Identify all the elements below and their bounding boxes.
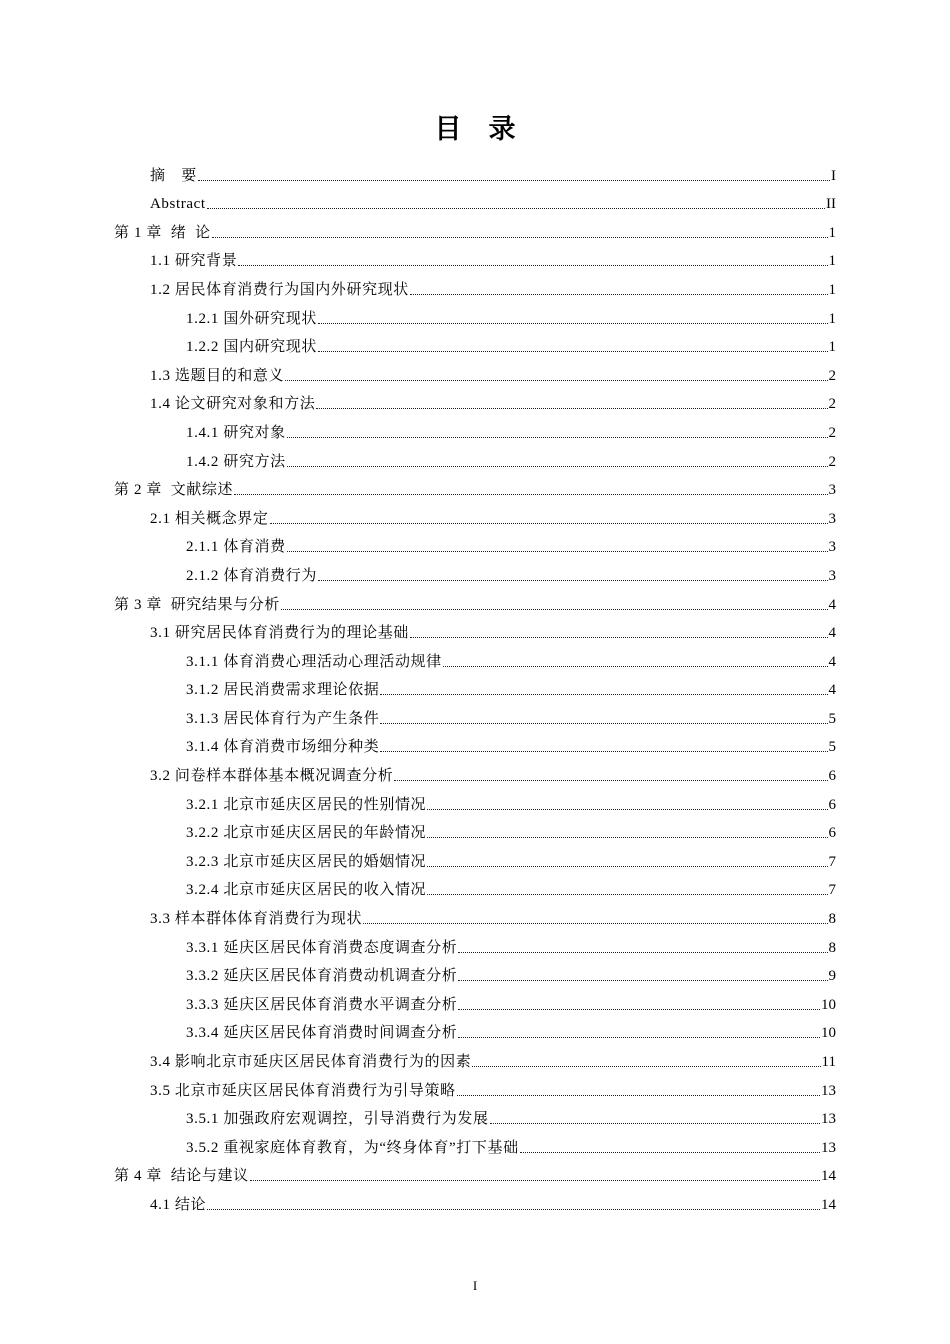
toc-entry[interactable] <box>186 675 836 704</box>
toc-entry[interactable] <box>186 1132 836 1161</box>
toc-dot-leader <box>318 580 828 581</box>
toc-entry-label: 3.4 影响北京市延庆区居民体育消费行为的因素 <box>150 1054 472 1070</box>
toc-entry[interactable] <box>150 1046 836 1075</box>
toc-entry-page-number: 2 <box>828 367 836 384</box>
toc-entry-page-number: 8 <box>828 911 836 928</box>
toc-dot-leader <box>287 437 828 438</box>
toc-entry-label: 第 4 章 结论与建议 <box>114 1168 249 1185</box>
toc-dot-leader <box>285 380 827 381</box>
toc-entry-label: 3.1.4 体育消费市场细分种类 <box>186 739 380 756</box>
toc-dot-leader <box>270 523 828 524</box>
toc-entry-page-number: 11 <box>821 1054 836 1070</box>
toc-entry[interactable] <box>114 1161 836 1190</box>
toc-dot-leader <box>458 952 827 953</box>
toc-entry-label: 第 2 章 文献综述 <box>114 482 234 499</box>
toc-entry[interactable] <box>186 560 836 589</box>
toc-entry-label: 4.1 结论 <box>150 1196 207 1213</box>
toc-dot-leader <box>234 494 827 495</box>
toc-entry[interactable] <box>150 760 836 789</box>
toc-entry-label: 3.2 问卷样本群体基本概况调查分析 <box>150 768 394 785</box>
toc-entry[interactable] <box>150 389 836 418</box>
toc-entry[interactable] <box>186 789 836 818</box>
toc-entry-label: 3.2.1 北京市延庆区居民的性别情况 <box>186 796 427 813</box>
toc-entry-page-number: 10 <box>821 1025 836 1042</box>
toc-entry-page-number: 1 <box>828 310 836 327</box>
toc-entry[interactable] <box>186 932 836 961</box>
toc-entry[interactable] <box>114 475 836 504</box>
toc-entry-label: 1.2 居民体育消费行为国内外研究现状 <box>150 281 409 298</box>
toc-dot-leader <box>281 609 828 610</box>
toc-dot-leader <box>458 1037 820 1038</box>
toc-entry[interactable] <box>150 360 836 389</box>
toc-entry[interactable] <box>186 1018 836 1047</box>
toc-dot-leader <box>443 666 828 667</box>
toc-entry[interactable] <box>150 1075 836 1104</box>
toc-entry-page-number: 14 <box>821 1168 836 1185</box>
toc-entry-page-number: 5 <box>828 710 836 727</box>
toc-entry-label: 第 1 章 绪 论 <box>114 224 211 241</box>
toc-dot-leader <box>458 1009 820 1010</box>
toc-entry-label: 3.3.1 延庆区居民体育消费态度调查分析 <box>186 939 458 956</box>
table-of-contents <box>0 160 950 1218</box>
toc-entry-label: 1.2.1 国外研究现状 <box>186 310 317 327</box>
toc-entry-page-number: 4 <box>828 596 836 613</box>
toc-entry-label: 1.3 选题目的和意义 <box>150 367 285 384</box>
toc-entry-label: 3.2.4 北京市延庆区居民的收入情况 <box>186 882 427 899</box>
toc-entry-page-number: 5 <box>828 739 836 756</box>
toc-entry[interactable] <box>150 503 836 532</box>
toc-entry-label: 2.1.1 体育消费 <box>186 539 286 556</box>
toc-entry[interactable] <box>150 903 836 932</box>
toc-entry-page-number: 6 <box>828 825 836 842</box>
toc-entry-page-number: II <box>826 196 836 213</box>
toc-entry-page-number: 2 <box>828 396 836 413</box>
toc-dot-leader <box>427 809 827 810</box>
toc-entry-label: 摘 要 <box>150 167 197 184</box>
toc-entry[interactable] <box>186 846 836 875</box>
toc-entry[interactable] <box>150 189 836 218</box>
toc-entry-page-number: 13 <box>821 1139 836 1156</box>
toc-entry-page-number: 8 <box>828 939 836 956</box>
toc-entry-label: 2.1.2 体育消费行为 <box>186 567 317 584</box>
toc-entry-label: 3.1 研究居民体育消费行为的理论基础 <box>150 625 409 642</box>
toc-entry[interactable] <box>186 818 836 847</box>
toc-dot-leader <box>457 1095 820 1096</box>
toc-entry[interactable] <box>150 1189 836 1218</box>
page-title: 目 录 <box>434 114 516 145</box>
toc-entry-label: 1.4.2 研究方法 <box>186 453 286 470</box>
toc-entry[interactable] <box>186 989 836 1018</box>
toc-entry-label: 3.1.1 体育消费心理活动心理活动规律 <box>186 653 442 670</box>
toc-dot-leader <box>198 180 830 181</box>
toc-dot-leader <box>250 1180 820 1181</box>
toc-dot-leader <box>410 637 828 638</box>
toc-dot-leader <box>427 837 827 838</box>
toc-entry-page-number: 4 <box>828 682 836 699</box>
toc-entry-page-number: 4 <box>828 653 836 670</box>
toc-entry[interactable] <box>186 875 836 904</box>
toc-entry[interactable] <box>186 703 836 732</box>
toc-entry-page-number: 1 <box>828 281 836 298</box>
toc-dot-leader <box>287 551 828 552</box>
toc-entry[interactable] <box>186 303 836 332</box>
toc-dot-leader <box>427 894 827 895</box>
toc-entry[interactable] <box>150 618 836 647</box>
toc-entry-page-number: 3 <box>828 539 836 556</box>
toc-entry-page-number: 3 <box>828 482 836 499</box>
toc-entry[interactable] <box>186 1104 836 1133</box>
toc-dot-leader <box>394 780 827 781</box>
toc-entry[interactable] <box>114 589 836 618</box>
toc-entry-label: 1.4.1 研究对象 <box>186 424 286 441</box>
toc-entry[interactable] <box>186 532 836 561</box>
toc-entry-label: 3.5.2 重视家庭体育教育，为“终身体育”打下基础 <box>186 1139 519 1156</box>
toc-entry-page-number: 2 <box>828 424 836 441</box>
toc-entry-page-number: 10 <box>821 996 836 1013</box>
toc-dot-leader <box>207 208 825 209</box>
toc-dot-leader <box>427 866 827 867</box>
toc-entry-label: 3.3.4 延庆区居民体育消费时间调查分析 <box>186 1025 458 1042</box>
toc-entry-page-number: 7 <box>828 853 836 870</box>
toc-entry[interactable] <box>186 646 836 675</box>
toc-entry[interactable] <box>186 417 836 446</box>
toc-entry-label: 3.1.3 居民体育行为产生条件 <box>186 710 380 727</box>
toc-entry-label: 3.3 样本群体体育消费行为现状 <box>150 911 363 928</box>
toc-dot-leader <box>287 466 828 467</box>
toc-entry-label: 1.4 论文研究对象和方法 <box>150 396 316 413</box>
toc-dot-leader <box>212 237 828 238</box>
toc-dot-leader <box>380 694 827 695</box>
toc-entry-page-number: 13 <box>821 1082 836 1099</box>
toc-entry-page-number: 13 <box>821 1111 836 1128</box>
toc-dot-leader <box>380 723 827 724</box>
toc-entry-page-number: I <box>831 167 836 184</box>
toc-entry[interactable] <box>150 274 836 303</box>
toc-dot-leader <box>316 408 827 409</box>
toc-entry-label: Abstract <box>150 196 206 213</box>
toc-entry[interactable] <box>186 332 836 361</box>
toc-entry-label: 1.1 研究背景 <box>150 253 238 270</box>
toc-entry[interactable] <box>186 732 836 761</box>
toc-entry-page-number: 1 <box>828 339 836 356</box>
toc-dot-leader <box>207 1209 820 1210</box>
toc-dot-leader <box>318 323 828 324</box>
toc-entry-page-number: 3 <box>828 567 836 584</box>
toc-entry-label: 3.5.1 加强政府宏观调控，引导消费行为发展 <box>186 1111 489 1128</box>
toc-dot-leader <box>238 265 827 266</box>
toc-dot-leader <box>380 751 827 752</box>
toc-entry-page-number: 3 <box>828 510 836 527</box>
toc-entry-page-number: 9 <box>828 968 836 985</box>
toc-entry-page-number: 4 <box>828 625 836 642</box>
toc-entry-page-number: 1 <box>828 224 836 241</box>
page-number-footer: I <box>472 1278 478 1293</box>
toc-entry-page-number: 6 <box>828 796 836 813</box>
toc-dot-leader <box>458 980 827 981</box>
toc-dot-leader <box>318 351 828 352</box>
toc-entry-page-number: 7 <box>828 882 836 899</box>
toc-entry-page-number: 2 <box>828 453 836 470</box>
toc-dot-leader <box>490 1123 820 1124</box>
toc-entry-label: 3.5 北京市延庆区居民体育消费行为引导策略 <box>150 1082 456 1099</box>
toc-entry-page-number: 1 <box>828 253 836 270</box>
toc-entry[interactable] <box>114 217 836 246</box>
toc-entry[interactable] <box>150 246 836 275</box>
toc-entry-label: 3.2.3 北京市延庆区居民的婚姻情况 <box>186 853 427 870</box>
toc-dot-leader <box>472 1066 820 1067</box>
toc-entry-label: 第 3 章 研究结果与分析 <box>114 596 280 613</box>
toc-entry-page-number: 14 <box>821 1196 836 1213</box>
toc-entry-label: 3.3.3 延庆区居民体育消费水平调查分析 <box>186 996 458 1013</box>
toc-entry-label: 3.2.2 北京市延庆区居民的年龄情况 <box>186 825 427 842</box>
toc-dot-leader <box>520 1152 820 1153</box>
toc-entry[interactable] <box>186 961 836 990</box>
toc-entry-label: 1.2.2 国内研究现状 <box>186 339 317 356</box>
toc-entry[interactable] <box>186 446 836 475</box>
toc-entry-label: 3.3.2 延庆区居民体育消费动机调查分析 <box>186 968 458 985</box>
toc-entry-page-number: 6 <box>828 768 836 785</box>
toc-dot-leader <box>363 923 827 924</box>
toc-entry-label: 3.1.2 居民消费需求理论依据 <box>186 682 380 699</box>
toc-entry[interactable] <box>150 160 836 189</box>
toc-dot-leader <box>410 294 828 295</box>
toc-entry-label: 2.1 相关概念界定 <box>150 510 269 527</box>
